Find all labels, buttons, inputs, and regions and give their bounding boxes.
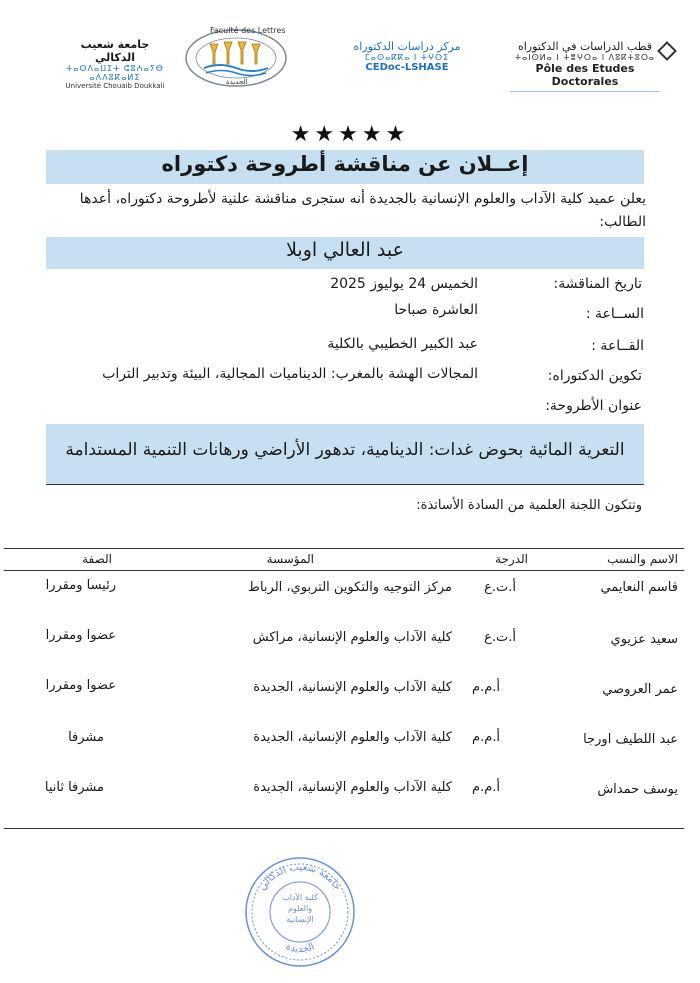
time-label: الســاعة : [585,306,644,322]
stamp-outer-text: جامعة شعيب الدكالي [257,861,343,893]
member-grade: أ.م.م [472,680,500,695]
member-role: مشرفا [68,730,104,745]
university-logo [60,38,170,90]
program-label: تكوين الدكتوراه: [547,368,642,384]
member-institution: كلية الآداب والعلوم الإنسانية، الجديدة [253,680,452,695]
university-tifinagh: ⵜⴰⵙⴷⴰⵡⵉⵜ ⵛⵓⵄⴰⵢⴱ ⴰⴷⴷⵓⴽⴰⵍⵉ [66,64,164,82]
room-label: القــاعة : [591,338,644,354]
candidate-name: عبد العالي اوبلا [286,239,404,261]
stamp-bottom-text: الجديدة [283,941,317,956]
table-top-rule [4,548,684,549]
col-header-grade: الدرجة [495,552,528,566]
table-bottom-rule [4,828,684,829]
faculty-logo [184,26,288,88]
member-role: رئيسا ومقررا [45,578,116,593]
member-role: مشرفا ثانيا [44,780,104,795]
stars-decoration: ★★★★★ [290,122,410,147]
faculty-latin: Faculté des Lettres [210,26,286,35]
cedoc-arabic: مركز دراسات الدكتوراه [353,40,461,53]
date-value: الخميس 24 يوليوز 2025 [330,276,478,292]
stamp-inner-text: كلية الآداب والعلوم الإنسانية [282,893,318,924]
date-label: تاريخ المناقشة: [553,276,642,292]
col-header-name: الاسم والنسب [607,552,678,566]
table-header-rule [4,570,684,571]
member-grade: أ.م.م [472,730,500,745]
member-institution: كلية الآداب والعلوم الإنسانية، مراكش [252,630,452,645]
thesis-topic: التعرية المائية بحوض غدات: الدينامية، تدهور الأراضي ورهانات التنمية المستدامة [65,440,625,460]
member-name: عمر العروصي [602,682,678,697]
member-institution: كلية الآداب والعلوم الإنسانية، الجديدة [253,780,452,795]
member-name: قاسم النعايمي [600,580,678,595]
room-value: عبد الكبير الخطيبي بالكلية [327,336,478,352]
member-name: يوسف حمداش [597,782,678,797]
member-grade: أ.ت.ع [484,580,516,595]
cedoc-logo [342,40,472,73]
member-name: سعيد عزيوي [610,632,678,647]
page-title: إعــلان عن مناقشة أطروحة دكتوراه [161,152,529,176]
member-grade: أ.م.م [472,780,500,795]
university-arabic: جامعة شعيب الدكالي [80,38,150,64]
program-value: المجالات الهشة بالمغرب: الديناميات المجالية، البيئة وتدبير التراب [102,366,478,382]
university-french: Université Chouaib Doukkali [65,82,165,90]
col-header-role: الصفة [82,552,112,566]
member-role: عضوا ومقررا [45,678,116,693]
col-header-institution: المؤسسة [266,552,314,566]
committee-intro: وتتكون اللجنة العلمية من السادة الأساتذة: [416,498,642,513]
svg-text:الجديدة [284,941,316,955]
pole-tifinagh: ⵜⴰⵏⵙⵍⴰ ⵏ ⵜⴻⵖⵔⴰ ⵏ ⴷⵓⴽⵜⵓⵔⴰ [514,53,656,62]
pole-diamond-icon [657,41,677,61]
member-grade: أ.ت.ع [484,630,516,645]
member-name: عبد اللطيف اورجا [583,732,678,747]
time-value: العاشرة صباحا [394,302,478,318]
announcement-intro: يعلن عميد كلية الآداب والعلوم الإنسانية بالجديدة أنه ستجرى مناقشة علنية لأطروحة دكتوراه، أعدها الطالب: [79,191,646,230]
member-role: عضوا ومقررا [45,628,116,643]
topic-label: عنوان الأطروحة: [545,398,642,414]
pole-arabic: قطب الدراسات في الدكتوراه [517,40,653,53]
pole-etudes-doctorales-logo [510,40,660,92]
university-stamp [244,856,356,968]
topic-underline [46,484,644,485]
faculty-arabic: الجديدة [226,78,248,86]
member-institution: مركز التوجيه والتكوين التربوي، الرباط [247,580,452,595]
cedoc-tifinagh: ⵎⴰⵙⴰⴽⴽⴰ ⵏ ⵜⵖⵔⵉ [364,53,450,62]
member-institution: كلية الآداب والعلوم الإنسانية، الجديدة [253,730,452,745]
cedoc-latin: CEDoc-LSHASE [365,62,449,73]
pole-french: Pôle des Etudes Doctorales [510,62,660,92]
